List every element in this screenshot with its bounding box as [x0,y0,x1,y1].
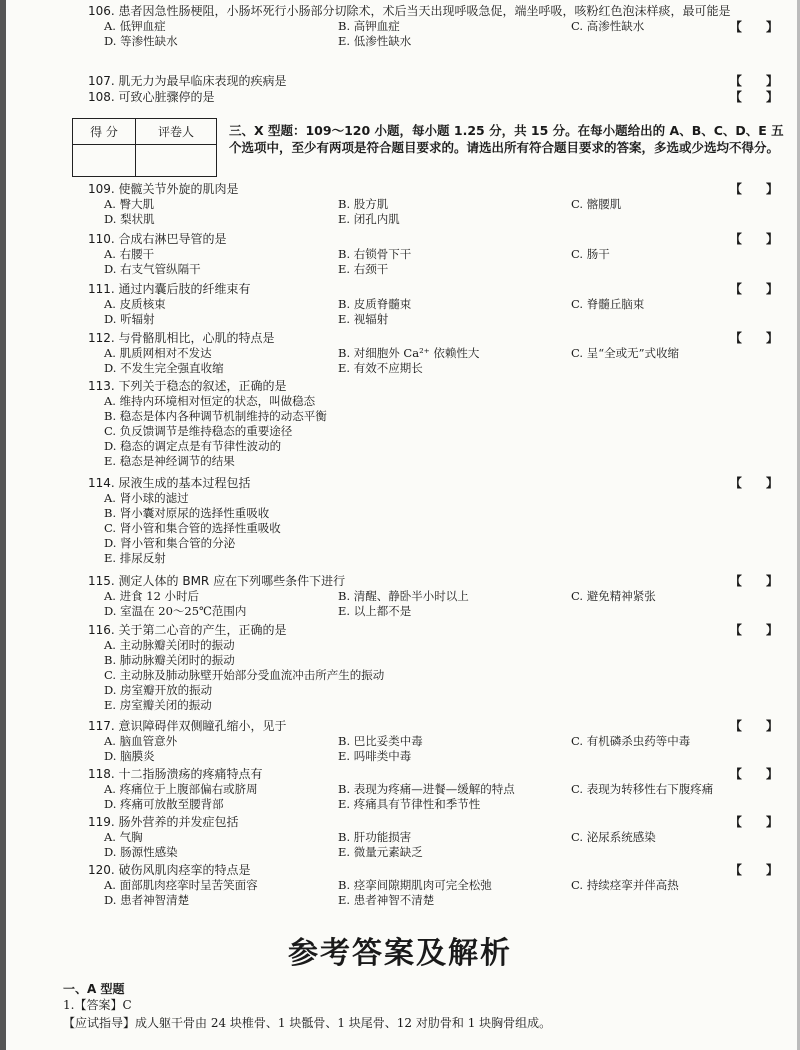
option-c: C. 高渗性缺水 [571,19,645,33]
option-c: C. 肠干 [571,247,610,261]
answer-bracket: 【 】 [729,574,788,588]
answer-item-1-explanation: 【应试指导】成人躯干骨由 24 块椎骨、1 块骶骨、1 块尾骨、12 对肋骨和 1 块胸骨组成。 [63,1016,552,1030]
score-table [72,118,217,177]
answer-bracket: 【 】 [729,331,788,345]
answers-section-heading: 一、A 型题 [63,982,125,996]
question-118 [88,767,788,812]
answers-title: 参考答案及解析 [288,936,512,971]
answer-bracket: 【 】 [729,476,788,490]
option-b: B. 清醒、静卧半小时以上 [338,589,469,603]
answer-bracket: 【 】 [729,74,788,88]
question-110 [88,232,788,277]
answer-bracket: 【 】 [729,863,788,877]
option-e: E. 以上都不是 [338,604,412,618]
option-c: C. 有机磷杀虫药等中毒 [571,734,691,748]
option-a: A. 肾小球的滤过 [104,491,189,505]
question-stem: 114. 尿液生成的基本过程包括 [88,476,251,490]
answer-bracket: 【 】 [729,282,788,296]
option-b: B. 稳态是体内各种调节机制维持的动态平衡 [104,409,327,423]
option-c: C. 髂腰肌 [571,197,622,211]
option-a: A. 进食 12 小时后 [104,589,200,603]
option-a: A. 皮质核束 [104,297,166,311]
question-119 [88,815,788,860]
option-b: B. 皮质脊髓束 [338,297,412,311]
option-a: A. 脑血管意外 [104,734,178,748]
option-a: A. 右腰干 [104,247,155,261]
option-e: E. 微量元素缺乏 [338,845,423,859]
option-a: A. 面部肌肉痉挛时呈苦笑面容 [104,878,258,892]
option-a: A. 疼痛位于上腹部偏右或脐周 [104,782,258,796]
option-c: C. 避免精神紧张 [571,589,656,603]
score-header: 得 分 [73,119,136,145]
question-114 [88,476,788,566]
section-3-instructions: 三、X 型题：109～120 小题，每小题 1.25 分，共 15 分。在每小题给出的 A、B、C、D、E 五个选项中，至少有两项是符合题目要求的。请选出所有符合题目要求的答案，多选或少选均不得分。 [229,123,784,155]
option-b: B. 对细胞外 Ca²⁺ 依赖性大 [338,346,480,360]
answer-bracket: 【 】 [729,815,788,829]
option-c: C. 负反馈调节是维持稳态的重要途径 [104,424,293,438]
option-b: B. 肝功能损害 [338,830,412,844]
option-e: E. 房室瓣关闭的振动 [104,698,212,712]
option-d: D. 房室瓣开放的振动 [104,683,213,697]
option-e: E. 疼痛具有节律性和季节性 [338,797,481,811]
question-107 [88,74,788,89]
option-d: D. 右支气管纵隔干 [104,262,201,276]
question-stem: 113. 下列关于稳态的叙述，正确的是 [88,379,287,393]
option-d: D. 疼痛可放散至腰背部 [104,797,224,811]
option-d: D. 稳态的调定点是有节律性波动的 [104,439,282,453]
option-d: D. 患者神智清楚 [104,893,190,907]
question-109 [88,182,788,227]
option-b: B. 巴比妥类中毒 [338,734,423,748]
option-e: E. 吗啡类中毒 [338,749,412,763]
answer-bracket: 【 】 [729,182,788,196]
option-a: A. 低钾血症 [104,19,166,33]
question-stem: 106. 患者因急性肠梗阻，小肠坏死行小肠部分切除术，术后当天出现呼吸急促，端坐呼吸，咳粉红色泡沫样痰，最可能是 [88,4,731,18]
answer-bracket: 【 】 [729,232,788,246]
question-stem: 119. 肠外营养的并发症包括 [88,815,239,829]
grader-cell[interactable] [136,145,217,177]
option-b: B. 痉挛间隙期肌肉可完全松弛 [338,878,492,892]
grader-header: 评卷人 [136,119,217,145]
option-a: A. 肌质网相对不发达 [104,346,212,360]
option-c: C. 持续痉挛并伴高热 [571,878,679,892]
question-111 [88,282,788,327]
option-e: E. 视辐射 [338,312,389,326]
answer-bracket: 【 】 [729,767,788,781]
question-stem: 112. 与骨骼肌相比，心肌的特点是 [88,331,275,345]
option-b: B. 高钾血症 [338,19,400,33]
option-a: A. 臀大肌 [104,197,155,211]
option-a: A. 维持内环境相对恒定的状态，叫做稳态 [104,394,316,408]
option-d: D. 肾小管和集合管的分泌 [104,536,236,550]
option-b: B. 肾小囊对原尿的选择性重吸收 [104,506,270,520]
question-115 [88,574,788,619]
question-stem: 120. 破伤风肌肉痉挛的特点是 [88,863,251,877]
question-stem: 107. 肌无力为最早临床表现的疾病是 [88,74,287,88]
option-d: D. 不发生完全强直收缩 [104,361,224,375]
option-e: E. 右颈干 [338,262,389,276]
scan-edge-shadow [0,0,6,1050]
question-stem: 109. 使髋关节外旋的肌肉是 [88,182,239,196]
option-d: D. 梨状肌 [104,212,155,226]
question-120 [88,863,788,908]
question-stem: 111. 通过内囊后肢的纤维束有 [88,282,251,296]
option-a: A. 主动脉瓣关闭时的振动 [104,638,235,652]
option-b: B. 表现为疼痛—进餐—缓解的特点 [338,782,515,796]
question-112 [88,331,788,376]
answer-bracket: 【 】 [729,623,788,637]
question-117 [88,719,788,764]
question-stem: 108. 可致心脏骤停的是 [88,90,215,104]
answer-item-1: 1.【答案】C [63,998,132,1012]
option-d: D. 脑膜炎 [104,749,155,763]
question-113 [88,379,788,469]
question-stem: 115. 测定人体的 BMR 应在下列哪些条件下进行 [88,574,346,588]
question-106 [88,4,788,49]
option-c: C. 脊髓丘脑束 [571,297,645,311]
option-e: E. 低渗性缺水 [338,34,412,48]
question-stem: 117. 意识障碍伴双侧瞳孔缩小，见于 [88,719,287,733]
option-c: C. 主动脉及肺动脉壁开始部分受血流冲击所产生的振动 [104,668,385,682]
option-b: B. 肺动脉瓣关闭时的振动 [104,653,235,667]
question-stem: 110. 合成右淋巴导管的是 [88,232,227,246]
answer-bracket: 【 】 [729,90,788,104]
option-d: D. 肠源性感染 [104,845,178,859]
score-cell[interactable] [73,145,136,177]
option-c: C. 泌尿系统感染 [571,830,656,844]
option-d: D. 室温在 20～25℃范围内 [104,604,247,618]
option-e: E. 闭孔内肌 [338,212,400,226]
option-a: A. 气胸 [104,830,143,844]
option-e: E. 患者神智不清楚 [338,893,435,907]
option-b: B. 股方肌 [338,197,389,211]
option-e: E. 有效不应期长 [338,361,423,375]
option-e: E. 排尿反射 [104,551,166,565]
option-c: C. 表现为转移性右下腹疼痛 [571,782,714,796]
option-d: D. 听辐射 [104,312,155,326]
question-108 [88,90,788,105]
answer-bracket: 【 】 [729,719,788,733]
question-116 [88,623,788,713]
option-e: E. 稳态是神经调节的结果 [104,454,235,468]
question-stem: 116. 关于第二心音的产生，正确的是 [88,623,287,637]
option-d: D. 等渗性缺水 [104,34,178,48]
option-c: C. 呈“全或无”式收缩 [571,346,679,360]
question-stem: 118. 十二指肠溃疡的疼痛特点有 [88,767,263,781]
option-c: C. 肾小管和集合管的选择性重吸收 [104,521,281,535]
answer-bracket: 【 】 [729,20,788,34]
option-b: B. 右锁骨下干 [338,247,412,261]
